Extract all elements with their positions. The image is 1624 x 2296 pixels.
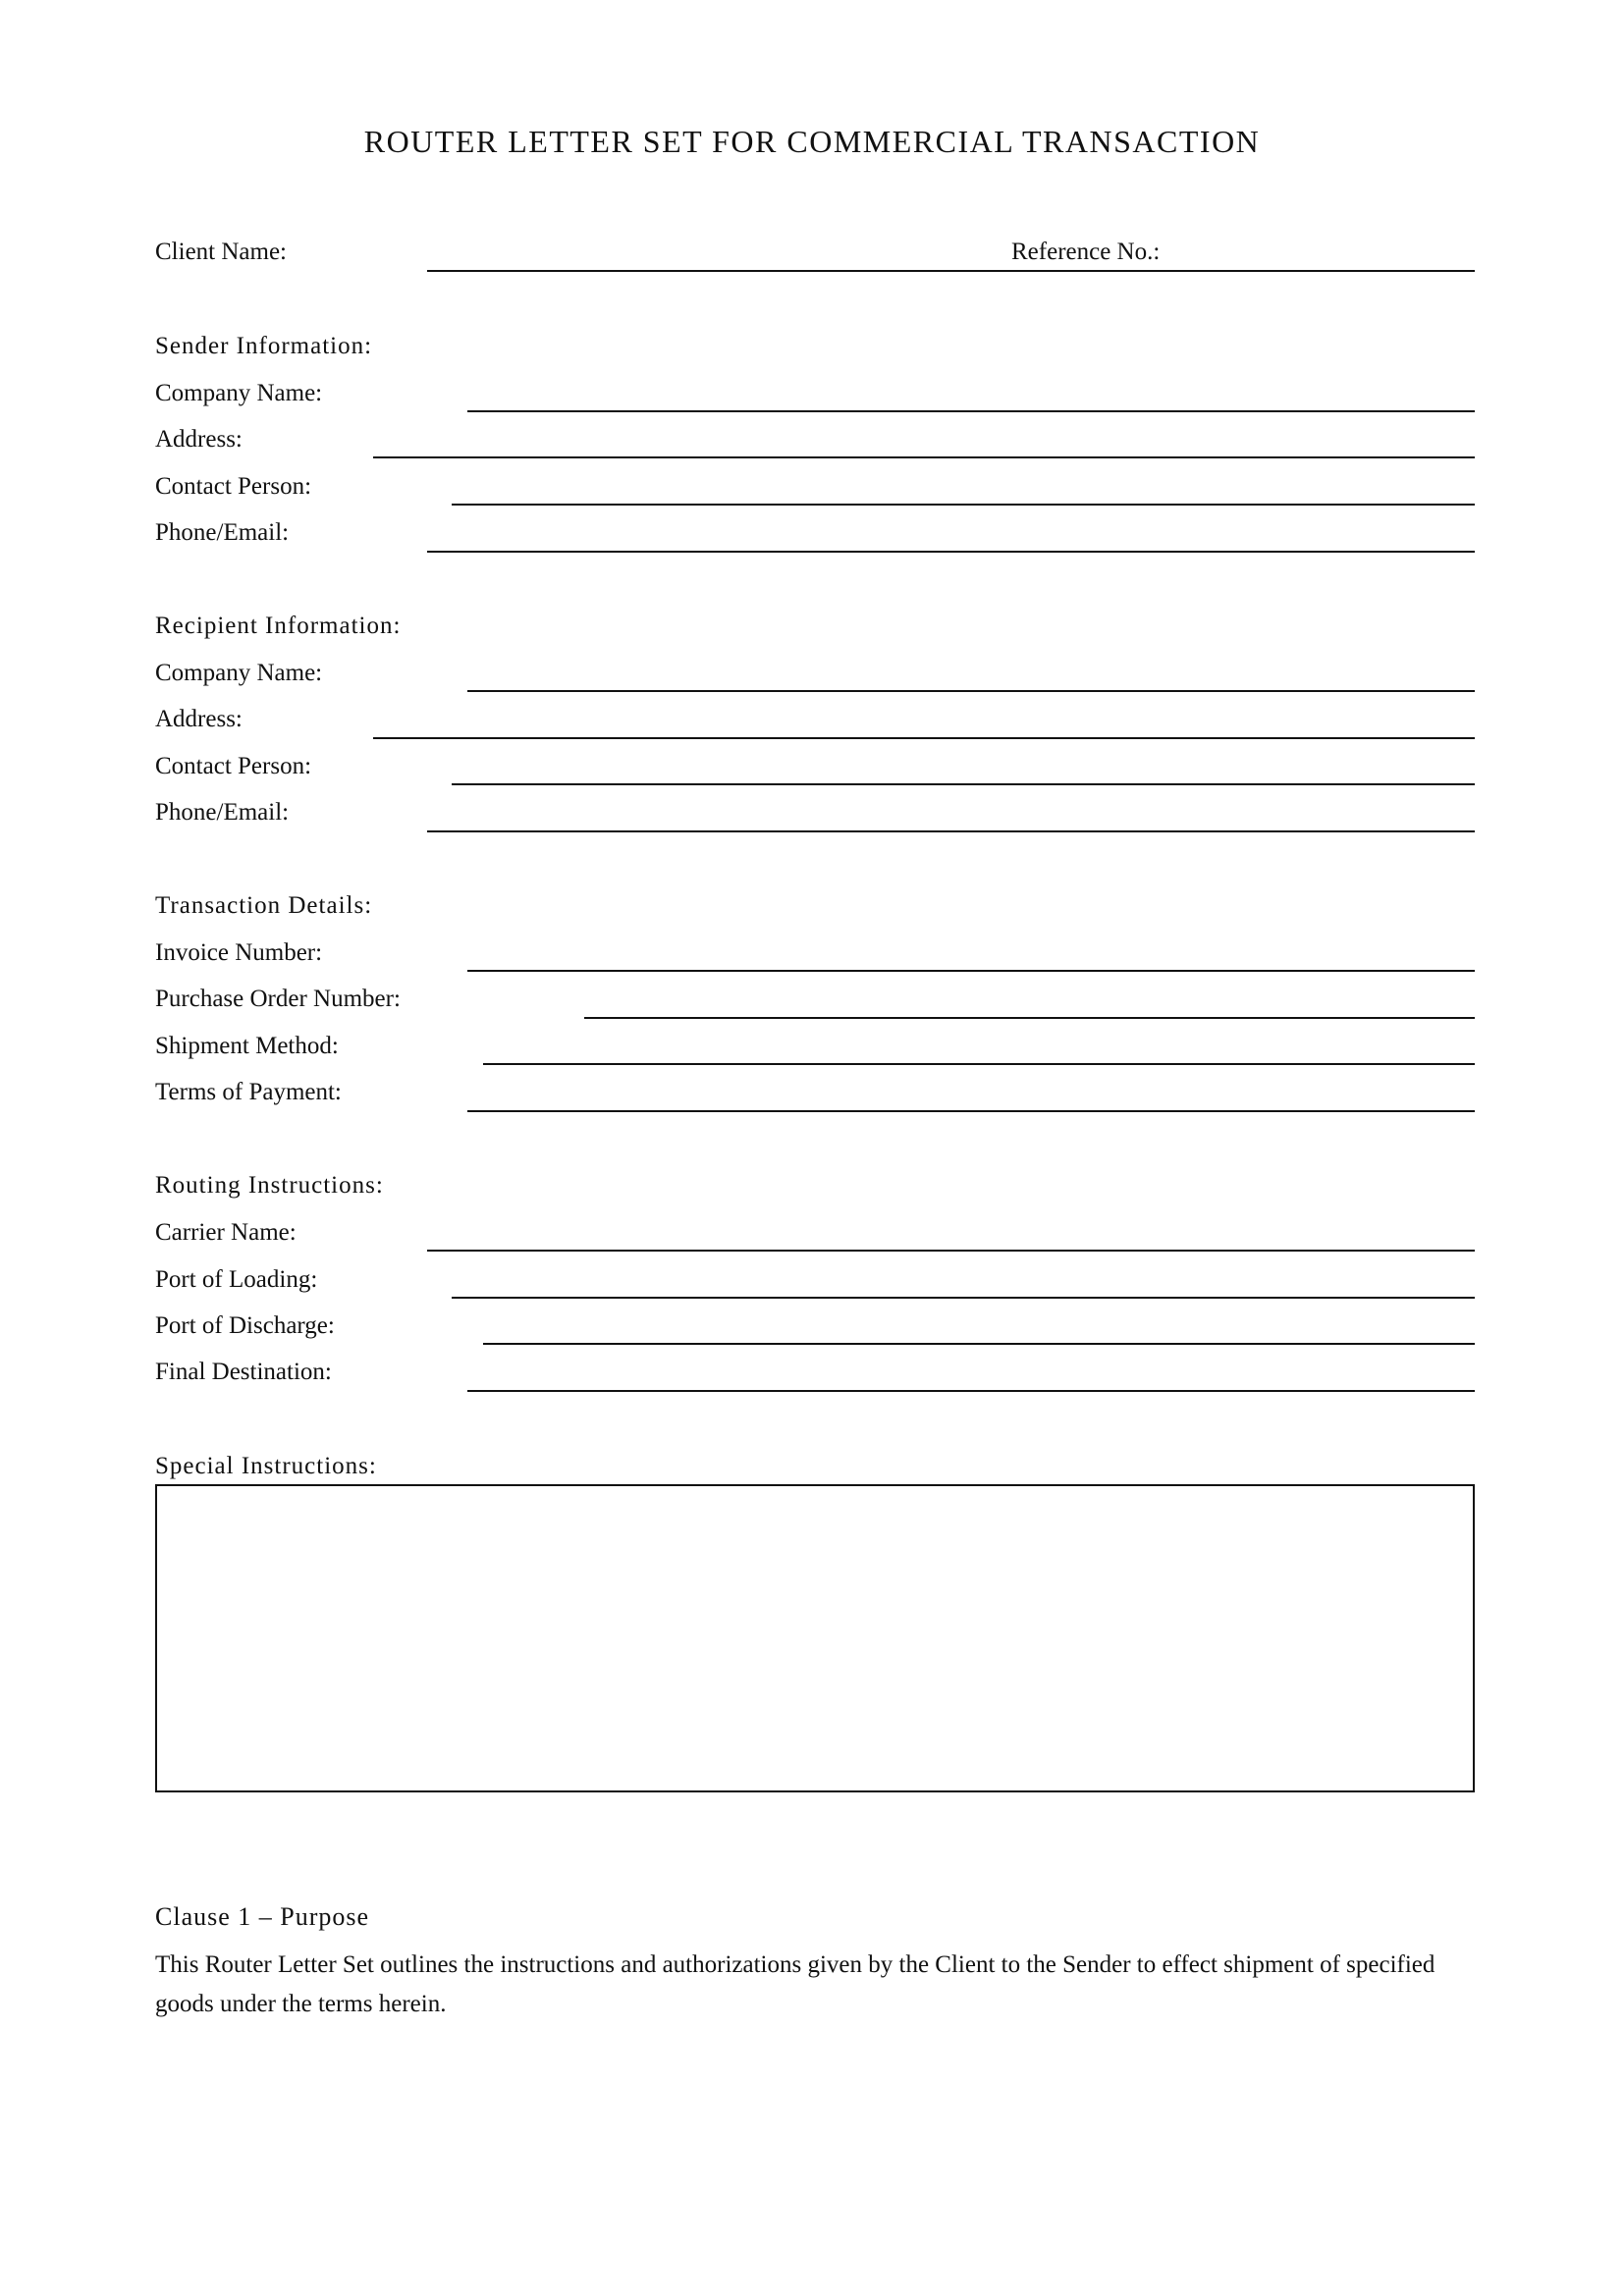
routing-heading: Routing Instructions:	[155, 1172, 384, 1199]
special-instructions-box[interactable]	[155, 1484, 1475, 1792]
po-number-label: Purchase Order Number:	[155, 986, 401, 1012]
terms-of-payment-field[interactable]	[467, 1110, 1475, 1112]
sender-phone-field[interactable]	[427, 551, 1475, 553]
po-number-field[interactable]	[584, 1017, 1475, 1019]
transaction-heading: Transaction Details:	[155, 892, 373, 919]
invoice-number-field[interactable]	[467, 970, 1475, 972]
port-of-loading-field[interactable]	[452, 1297, 1475, 1299]
clause-1-heading: Clause 1 – Purpose	[155, 1902, 370, 1931]
recipient-company-label: Company Name:	[155, 660, 323, 686]
special-instructions-heading: Special Instructions:	[155, 1453, 377, 1479]
sender-company-label: Company Name:	[155, 380, 323, 406]
client-name-label: Client Name:	[155, 239, 287, 265]
port-of-discharge-label: Port of Discharge:	[155, 1312, 335, 1339]
sender-heading: Sender Information:	[155, 333, 373, 359]
recipient-phone-field[interactable]	[427, 830, 1475, 832]
recipient-phone-label: Phone/Email:	[155, 799, 290, 826]
reference-no-label: Reference No.:	[1011, 239, 1161, 265]
recipient-address-label: Address:	[155, 706, 243, 732]
recipient-contact-field[interactable]	[452, 783, 1475, 785]
terms-of-payment-label: Terms of Payment:	[155, 1079, 342, 1105]
client-name-field[interactable]	[427, 270, 1475, 272]
final-destination-label: Final Destination:	[155, 1359, 332, 1385]
clause-1-body: This Router Letter Set outlines the instructions and authorizations given by the Client to the Sender to effect shipment of specified goods under the terms herein.	[155, 1951, 1435, 2017]
sender-address-label: Address:	[155, 426, 243, 453]
carrier-name-label: Carrier Name:	[155, 1219, 297, 1246]
sender-company-field[interactable]	[467, 410, 1475, 412]
carrier-name-field[interactable]	[427, 1250, 1475, 1252]
port-of-discharge-field[interactable]	[483, 1343, 1475, 1345]
port-of-loading-label: Port of Loading:	[155, 1266, 318, 1293]
invoice-number-label: Invoice Number:	[155, 939, 323, 966]
sender-contact-field[interactable]	[452, 504, 1475, 506]
recipient-address-field[interactable]	[373, 737, 1475, 739]
sender-phone-label: Phone/Email:	[155, 519, 290, 546]
sender-contact-label: Contact Person:	[155, 473, 312, 500]
shipment-method-label: Shipment Method:	[155, 1033, 339, 1059]
final-destination-field[interactable]	[467, 1390, 1475, 1392]
sender-address-field[interactable]	[373, 456, 1475, 458]
recipient-company-field[interactable]	[467, 690, 1475, 692]
recipient-heading: Recipient Information:	[155, 613, 402, 639]
recipient-contact-label: Contact Person:	[155, 753, 312, 779]
document-title: ROUTER LETTER SET FOR COMMERCIAL TRANSACTION	[363, 124, 1261, 159]
shipment-method-field[interactable]	[483, 1063, 1475, 1065]
